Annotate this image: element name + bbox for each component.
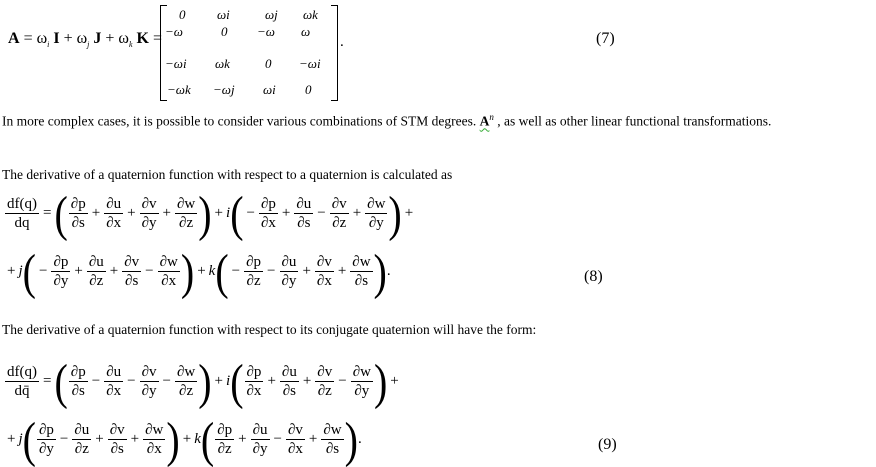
matrix-cell: −ωj [213,82,235,97]
frac-num: ∂v [317,364,333,380]
fraction [140,196,159,231]
frac-den: ∂s [125,273,139,289]
frac-den: ∂x [106,215,122,231]
matrix-cell: 0 [265,56,272,71]
unit-k: k [194,431,201,447]
frac-num: ∂p [246,254,262,270]
frac-num: ∂p [53,254,69,270]
plus-sign: + [162,205,171,221]
frac-num: ∂w [323,422,342,438]
unit-j: j [18,263,23,279]
plus-sign: + [197,263,206,279]
equals-sign: = [23,30,33,47]
minus-sign: − [162,373,171,389]
frac-num: ∂v [316,254,332,270]
right-paren: ) [344,410,358,467]
paragraph-stm [2,109,860,130]
matrix-cell: ωj [265,7,278,22]
frac-den: ∂z [246,273,261,289]
matrix-cell: ωk [303,7,318,22]
equation-7-number: (7) [596,30,615,47]
frac-num: ∂w [352,254,371,270]
plus-sign: + [74,263,83,279]
equation-9-number: (9) [598,436,617,453]
minus-sign: − [231,263,241,279]
paragraph-derivative: The derivative of a quaternion function with respect to a quaternion is calculated as [2,167,453,182]
matrix-cell: 0 [179,7,186,22]
frac-den: ∂s [110,441,124,457]
plus-sign: + [127,205,136,221]
symbol-J: J [93,30,102,47]
right-paren: ) [198,184,212,241]
fraction [330,196,349,231]
fraction [294,196,313,231]
minus-sign: − [273,431,282,447]
plus-sign: + [337,263,347,279]
fraction [175,364,197,399]
fraction [140,364,159,399]
left-paren: ( [22,410,36,467]
frac-den: ∂y [141,383,157,399]
frac-num: ∂u [106,196,122,212]
minus-sign: − [59,431,69,447]
paragraph-stm-text-end: , as well as other linear functional transformations. [493,113,772,129]
plus-sign: + [238,431,247,447]
frac-num: ∂u [74,422,90,438]
plus-sign: + [182,431,192,447]
frac-num: ∂v [141,364,157,380]
plus-sign: + [281,205,291,221]
fraction [143,422,165,457]
frac-num: ∂v [124,254,140,270]
omega-symbol: ω [76,30,88,47]
plus-sign: + [7,263,16,279]
equation-7-lhs [8,30,162,49]
matrix-cell: −ωi [165,56,187,71]
minus-sign: − [246,205,255,221]
fraction [51,254,70,289]
frac-den: ∂z [317,383,332,399]
equation-9-line-1 [4,352,402,409]
paragraph-conjugate: The derivative of a quaternion function with respect to its conjugate quaternion will have the form: [2,322,537,337]
right-paren: ) [166,410,180,467]
frac-den: ∂z [217,441,232,457]
period: . [357,431,362,447]
frac-den: ∂z [179,383,194,399]
plus-sign: + [214,205,224,221]
symbol-I: I [53,30,60,47]
matrix-cell: 0 [221,24,228,39]
fraction [244,254,263,289]
frac-num: df(q) [7,196,37,212]
subscript-k: k [128,40,133,50]
paragraph-stm-text: In more complex cases, it is possible to consider various combinations of STM degrees. [2,113,480,129]
plus-sign: + [302,373,312,389]
minus-sign: − [145,263,154,279]
fraction [158,254,180,289]
fraction [69,196,88,231]
plus-sign: + [390,373,399,389]
equals-sign: = [43,205,52,221]
equation-8-number: (8) [584,268,603,285]
frac-den: ∂x [246,383,262,399]
symbol-A-power: A [479,113,490,129]
frac-den: ∂s [282,383,296,399]
matrix-cell: −ω [165,24,183,39]
frac-den: ∂x [146,441,162,457]
frac-den: ∂z [89,273,104,289]
unit-j: j [18,431,23,447]
fraction-lhs [5,364,39,399]
plus-sign: + [130,431,140,447]
stm-matrix [160,5,338,101]
matrix-cell: ωi [217,7,230,22]
plus-sign: + [7,431,16,447]
minus-sign: − [91,373,101,389]
left-paren: ( [54,352,68,409]
fraction [251,422,270,457]
right-paren: ) [373,352,388,409]
matrix-cell: ω [301,24,311,39]
fraction [286,422,305,457]
frac-den: ∂z [332,215,347,231]
frac-num: ∂u [106,364,122,380]
frac-num: ∂p [70,196,86,212]
frac-den: ∂x [161,273,177,289]
frac-num: ∂p [246,364,262,380]
frac-den: ∂x [287,441,303,457]
frac-den: ∂s [354,273,369,289]
frac-den: ∂y [354,383,370,399]
frac-den: ∂y [53,273,69,289]
equals-sign: = [152,30,162,47]
matrix-cell: −ωi [299,56,321,71]
left-paren: ( [215,242,229,299]
left-paren: ( [22,242,36,299]
frac-den: dq̄ [14,383,30,399]
frac-den: ∂y [368,215,384,231]
superscript-n: n [489,112,494,122]
plus-sign: + [105,30,115,47]
equation-8-line-2 [4,242,391,299]
right-paren: ) [180,242,195,299]
fraction-lhs [5,196,39,231]
frac-num: ∂u [281,254,297,270]
frac-den: ∂z [74,441,89,457]
plus-sign: + [95,431,104,447]
frac-num: ∂p [38,422,54,438]
right-paren: ) [198,352,212,409]
minus-sign: − [38,263,48,279]
fraction [350,254,372,289]
omega-symbol: ω [36,30,48,47]
plus-sign: + [63,30,73,47]
frac-num: ∂p [70,364,86,380]
frac-num: ∂v [287,422,303,438]
fraction [69,364,88,399]
matrix-cell: −ω [257,24,275,39]
fraction [315,254,334,289]
frac-den: ∂y [252,441,268,457]
fraction [245,364,264,399]
fraction [175,196,197,231]
frac-den: ∂y [141,215,157,231]
plus-sign: + [352,205,362,221]
plus-sign: + [302,263,311,279]
symbol-K: K [136,30,149,47]
frac-den: ∂x [106,383,122,399]
fraction [108,422,127,457]
left-paren: ( [230,184,244,241]
minus-sign: − [127,373,136,389]
minus-sign: − [317,205,326,221]
frac-num: ∂v [109,422,125,438]
frac-num: ∂p [260,196,276,212]
matrix-cell: ωk [215,56,230,71]
plus-sign: + [308,431,318,447]
frac-num: ∂u [296,196,312,212]
frac-num: ∂u [252,422,268,438]
left-paren: ( [54,184,68,241]
period: . [386,263,391,279]
frac-num: ∂w [367,196,386,212]
matrix-cell: 0 [305,82,312,97]
frac-den: dq [14,215,30,231]
left-paren: ( [230,352,244,409]
equation-7-period: . [340,34,344,50]
equation-9-line-2 [4,410,362,467]
plus-sign: + [109,263,119,279]
equation-8-line-1 [4,184,416,241]
frac-num: df(q) [7,364,37,380]
plus-sign: + [214,373,224,389]
matrix-cell: −ωk [167,82,191,97]
fraction [87,254,106,289]
fraction [104,364,123,399]
minus-sign: − [267,263,276,279]
frac-den: ∂x [316,273,332,289]
frac-den: ∂y [281,273,297,289]
unit-i: i [226,205,231,221]
right-paren: ) [388,184,402,241]
fraction [280,254,299,289]
fraction [321,422,343,457]
frac-den: ∂z [179,215,194,231]
fraction [259,196,278,231]
frac-num: ∂v [141,196,157,212]
frac-num: ∂u [88,254,104,270]
frac-num: ∂v [331,196,347,212]
matrix-cell: ωi [263,82,276,97]
frac-den: ∂s [325,441,340,457]
fraction [122,254,141,289]
left-paren: ( [200,410,215,467]
frac-num: ∂w [145,422,164,438]
fraction [104,196,123,231]
fraction [72,422,91,457]
subscript-j: j [87,40,90,50]
frac-den: ∂x [260,215,276,231]
subscript-i: i [47,40,50,50]
frac-den: ∂y [38,441,54,457]
minus-sign: − [338,373,347,389]
frac-num: ∂w [176,364,196,380]
fraction [351,364,373,399]
fraction [315,364,334,399]
symbol-A: A [8,30,20,47]
unit-i: i [226,373,231,389]
frac-den: ∂s [71,215,85,231]
unit-k: k [208,263,216,279]
frac-den: ∂s [71,383,85,399]
frac-den: ∂s [297,215,311,231]
frac-num: ∂p [217,422,233,438]
frac-num: ∂w [176,196,196,212]
right-paren: ) [373,242,387,299]
plus-sign: + [267,373,276,389]
fraction [280,364,299,399]
frac-num: ∂w [352,364,371,380]
equals-sign: = [43,373,52,389]
fraction [365,196,387,231]
omega-symbol: ω [118,30,129,47]
plus-sign: + [404,205,414,221]
frac-num: ∂w [159,254,178,270]
plus-sign: + [91,205,101,221]
frac-num: ∂u [281,364,297,380]
fraction [215,422,234,457]
fraction [37,422,56,457]
